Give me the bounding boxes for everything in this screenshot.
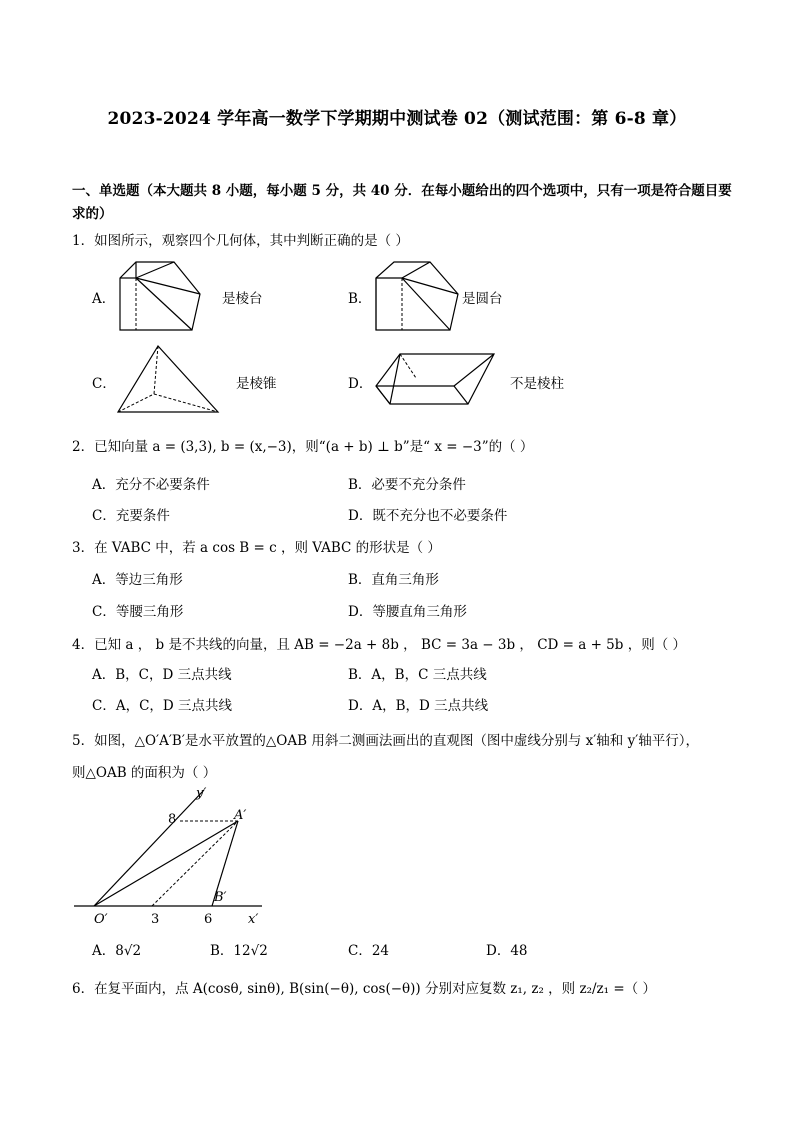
q3-option-b: B．直角三角形 [348, 572, 439, 588]
q2-option-b: B．必要不充分条件 [348, 477, 466, 493]
q1-option-d-letter: D． [348, 376, 373, 392]
tick-8-label: 8 [168, 812, 177, 827]
q5-stem-line1: 5．如图，△O′A′B′是水平放置的△OAB 用斜二测画法画出的直观图（图中虚线分别与 x′轴和 y′轴平行）， [72, 733, 700, 749]
y-axis-label: y′ [196, 786, 207, 801]
tick-6-label: 6 [204, 912, 213, 927]
q5-option-a: A．8√2 [92, 943, 142, 959]
q2-option-a: A．充分不必要条件 [92, 477, 210, 493]
section-heading: 一、单选题（本大题共 8 小题，每小题 5 分，共 40 分．在每小题给出的四个选项中，只有一项是符合题目要求的） [72, 183, 732, 222]
q5-stem-line2: 则△OAB 的面积为（ ） [72, 765, 217, 781]
q4-stem: 4．已知 a ， b 是不共线的向量，且 AB = −2a + 8b ， BC = 3a − 3b ， CD = a + 5b ，则（ ） [72, 637, 686, 653]
point-a-label: A′ [234, 808, 247, 823]
q1-figure-d [372, 350, 498, 408]
x-axis-label: x′ [248, 912, 259, 927]
q1-figure-b [372, 258, 468, 334]
q1-option-b-caption: 是圆台 [462, 291, 503, 307]
q6-stem: 6．在复平面内，点 A(cosθ, sinθ), B(sin(−θ), cos(−θ)) 分别对应复数 z₁, z₂ ，则 z₂/z₁ =（ ） [72, 981, 656, 997]
q5-option-d: D．48 [486, 943, 528, 959]
q2-option-c: C．充要条件 [92, 508, 170, 524]
y-axis-line [94, 790, 204, 906]
point-b-label: B′ [214, 890, 227, 905]
q3-option-c: C．等腰三角形 [92, 604, 184, 620]
q5-option-b: B．12√2 [210, 943, 268, 959]
q2-option-d: D．既不充分也不必要条件 [348, 508, 508, 524]
q4-option-d: D．A，B，D 三点共线 [348, 698, 489, 714]
q3-option-a: A．等边三角形 [92, 572, 183, 588]
q1-option-b-letter: B． [348, 291, 372, 307]
q5-oblique-figure [72, 783, 272, 925]
page-title: 2023-2024 学年高一数学下学期期中测试卷 02（测试范围：第 6-8 章） [107, 109, 687, 129]
origin-label: O′ [94, 912, 108, 927]
q1-option-c-letter: C． [92, 376, 116, 392]
q1-figure-c [114, 342, 222, 416]
q5-option-c: C．24 [348, 943, 390, 959]
q1-option-a-caption: 是棱台 [222, 291, 263, 307]
q1-figure-a [114, 258, 226, 334]
q1-option-d-caption: 不是棱柱 [510, 376, 564, 392]
q1-stem: 1．如图所示，观察四个几何体，其中判断正确的是（ ） [72, 233, 409, 249]
q1-option-a-letter: A． [92, 291, 116, 307]
q3-option-d: D．等腰直角三角形 [348, 604, 467, 620]
tick-3-label: 3 [151, 912, 160, 927]
q4-option-b: B．A，B，C 三点共线 [348, 667, 487, 683]
q4-option-c: C．A，C，D 三点共线 [92, 698, 233, 714]
q2-stem: 2．已知向量 a = (3,3), b = (x,−3)，则“(a + b) ⊥ b”是“ x = −3”的（ ） [72, 439, 534, 455]
q3-stem: 3．在 VABC 中，若 a cos B = c ，则 VABC 的形状是（ ） [72, 540, 441, 556]
q1-option-c-caption: 是棱锥 [236, 376, 277, 392]
q4-option-a: A．B，C，D 三点共线 [92, 667, 232, 683]
